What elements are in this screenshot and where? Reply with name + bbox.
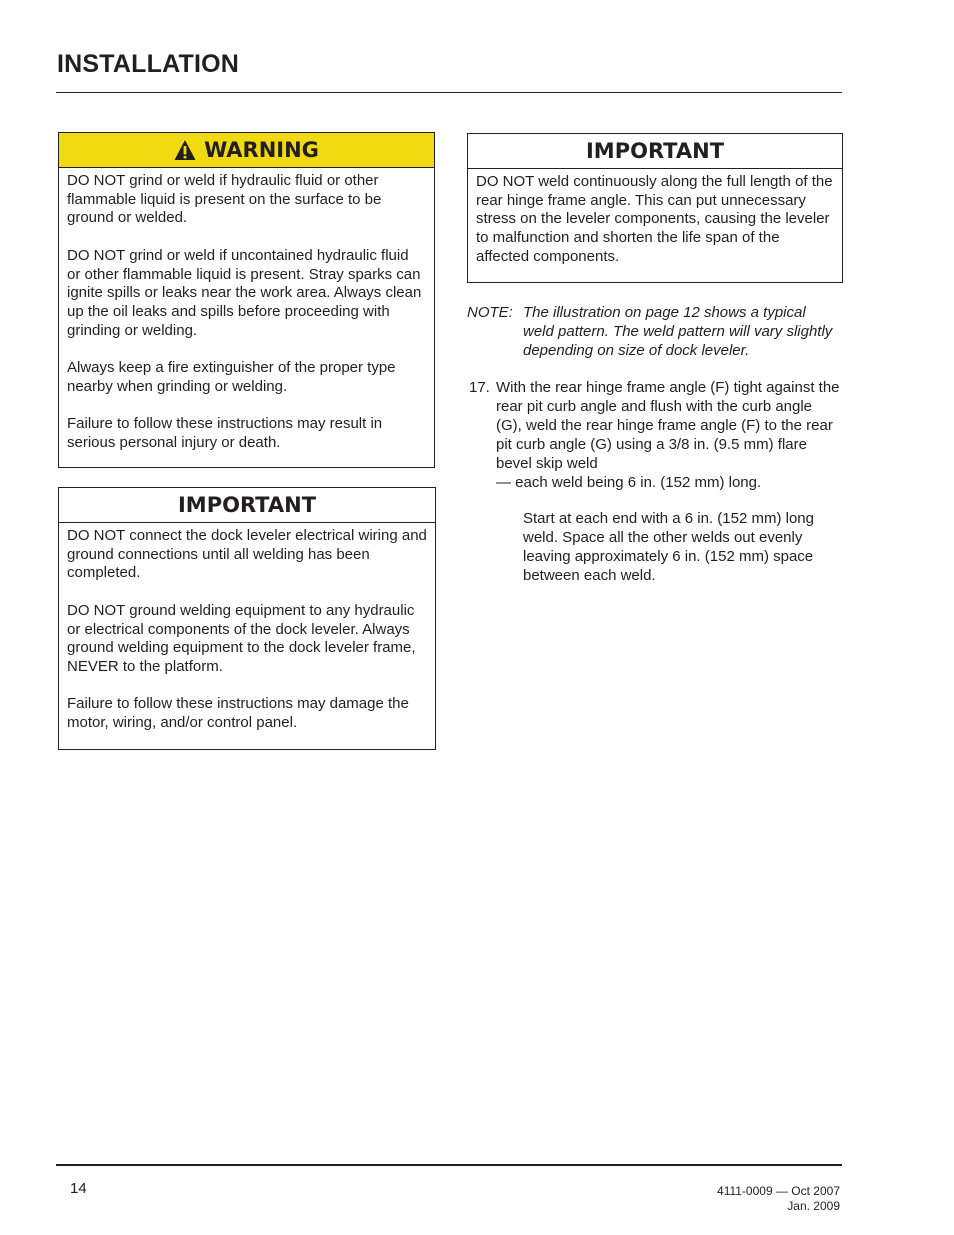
warning-box-header — [59, 133, 434, 168]
warning-box-body — [59, 168, 434, 453]
revision-date: Jan. 2009 — [787, 1199, 840, 1213]
warning-paragraph: DO NOT grind or weld if uncontained hydraulic fluid or other flammable liquid is present. Stray sparks can ignite spills or leaks near the work area. Always clean up the oil leaks and spills before proceeding with grinding or welding. — [67, 246, 422, 339]
important-box-left-header — [59, 488, 435, 523]
page-title: INSTALLATION — [57, 50, 240, 78]
important-box-left-title: IMPORTANT — [177, 493, 317, 517]
step-17 — [469, 378, 841, 492]
important-paragraph: DO NOT ground welding equipment to any hydraulic or electrical components of the dock leveler. Always ground welding equipment to the dock leveler frame, NEVER to the platform. — [67, 601, 416, 675]
footer-divider — [56, 1164, 842, 1166]
important-box-left — [58, 487, 436, 750]
important-box-left-body — [59, 523, 435, 733]
important-box-right — [467, 133, 843, 283]
step-subtext: — each weld being 6 in. (152 mm) long. — [496, 474, 762, 491]
important-box-right-body — [468, 169, 842, 267]
step-paragraph: Start at each end with a 6 in. (152 mm) long weld. Space all the other welds out evenly leaving approximately 6 in. (152 mm) space between each weld. — [523, 510, 814, 584]
note-label: NOTE: — [467, 304, 513, 321]
note-text: The illustration on page 12 shows a typical weld pattern. The weld pattern will vary slightly depending on size of dock leveler. — [523, 304, 833, 359]
warning-box — [58, 132, 435, 468]
important-paragraph: DO NOT weld continuously along the full length of the rear hinge frame angle. This can put unnecessary stress on the leveler components, causing the leveler to malfunction and shorten the life span of the affected components. — [476, 173, 833, 265]
warning-triangle-icon — [174, 139, 196, 161]
page-number: 14 — [70, 1180, 87, 1197]
warning-paragraph: Failure to follow these instructions may result in serious personal injury or death. — [67, 415, 383, 451]
warning-paragraph: Always keep a fire extinguisher of the proper type nearby when grinding or welding. — [67, 359, 396, 395]
doc-number: 4111-0009 — Oct 2007 — [717, 1184, 840, 1198]
important-box-right-header — [468, 134, 842, 169]
step-text: With the rear hinge frame angle (F) tight against the rear pit curb angle and flush with the curb angle (G), weld the rear hinge frame angle (F) to the rear pit curb angle (G) using a 3/8 in. (9.5 mm) flare bevel skip weld — [496, 379, 840, 472]
warning-paragraph: DO NOT grind or weld if hydraulic fluid or other flammable liquid is present on the surface to be ground or welded. — [67, 172, 382, 227]
document-info — [717, 1184, 840, 1214]
note — [467, 303, 837, 360]
header-divider — [56, 92, 842, 93]
important-paragraph: Failure to follow these instructions may damage the motor, wiring, and/or control panel. — [67, 695, 409, 731]
step-number: 17. — [469, 379, 490, 396]
important-box-right-title: IMPORTANT — [585, 139, 725, 163]
important-paragraph: DO NOT connect the dock leveler electrical wiring and ground connections until all welding has been completed. — [67, 527, 427, 582]
warning-box-title: WARNING — [204, 138, 319, 162]
